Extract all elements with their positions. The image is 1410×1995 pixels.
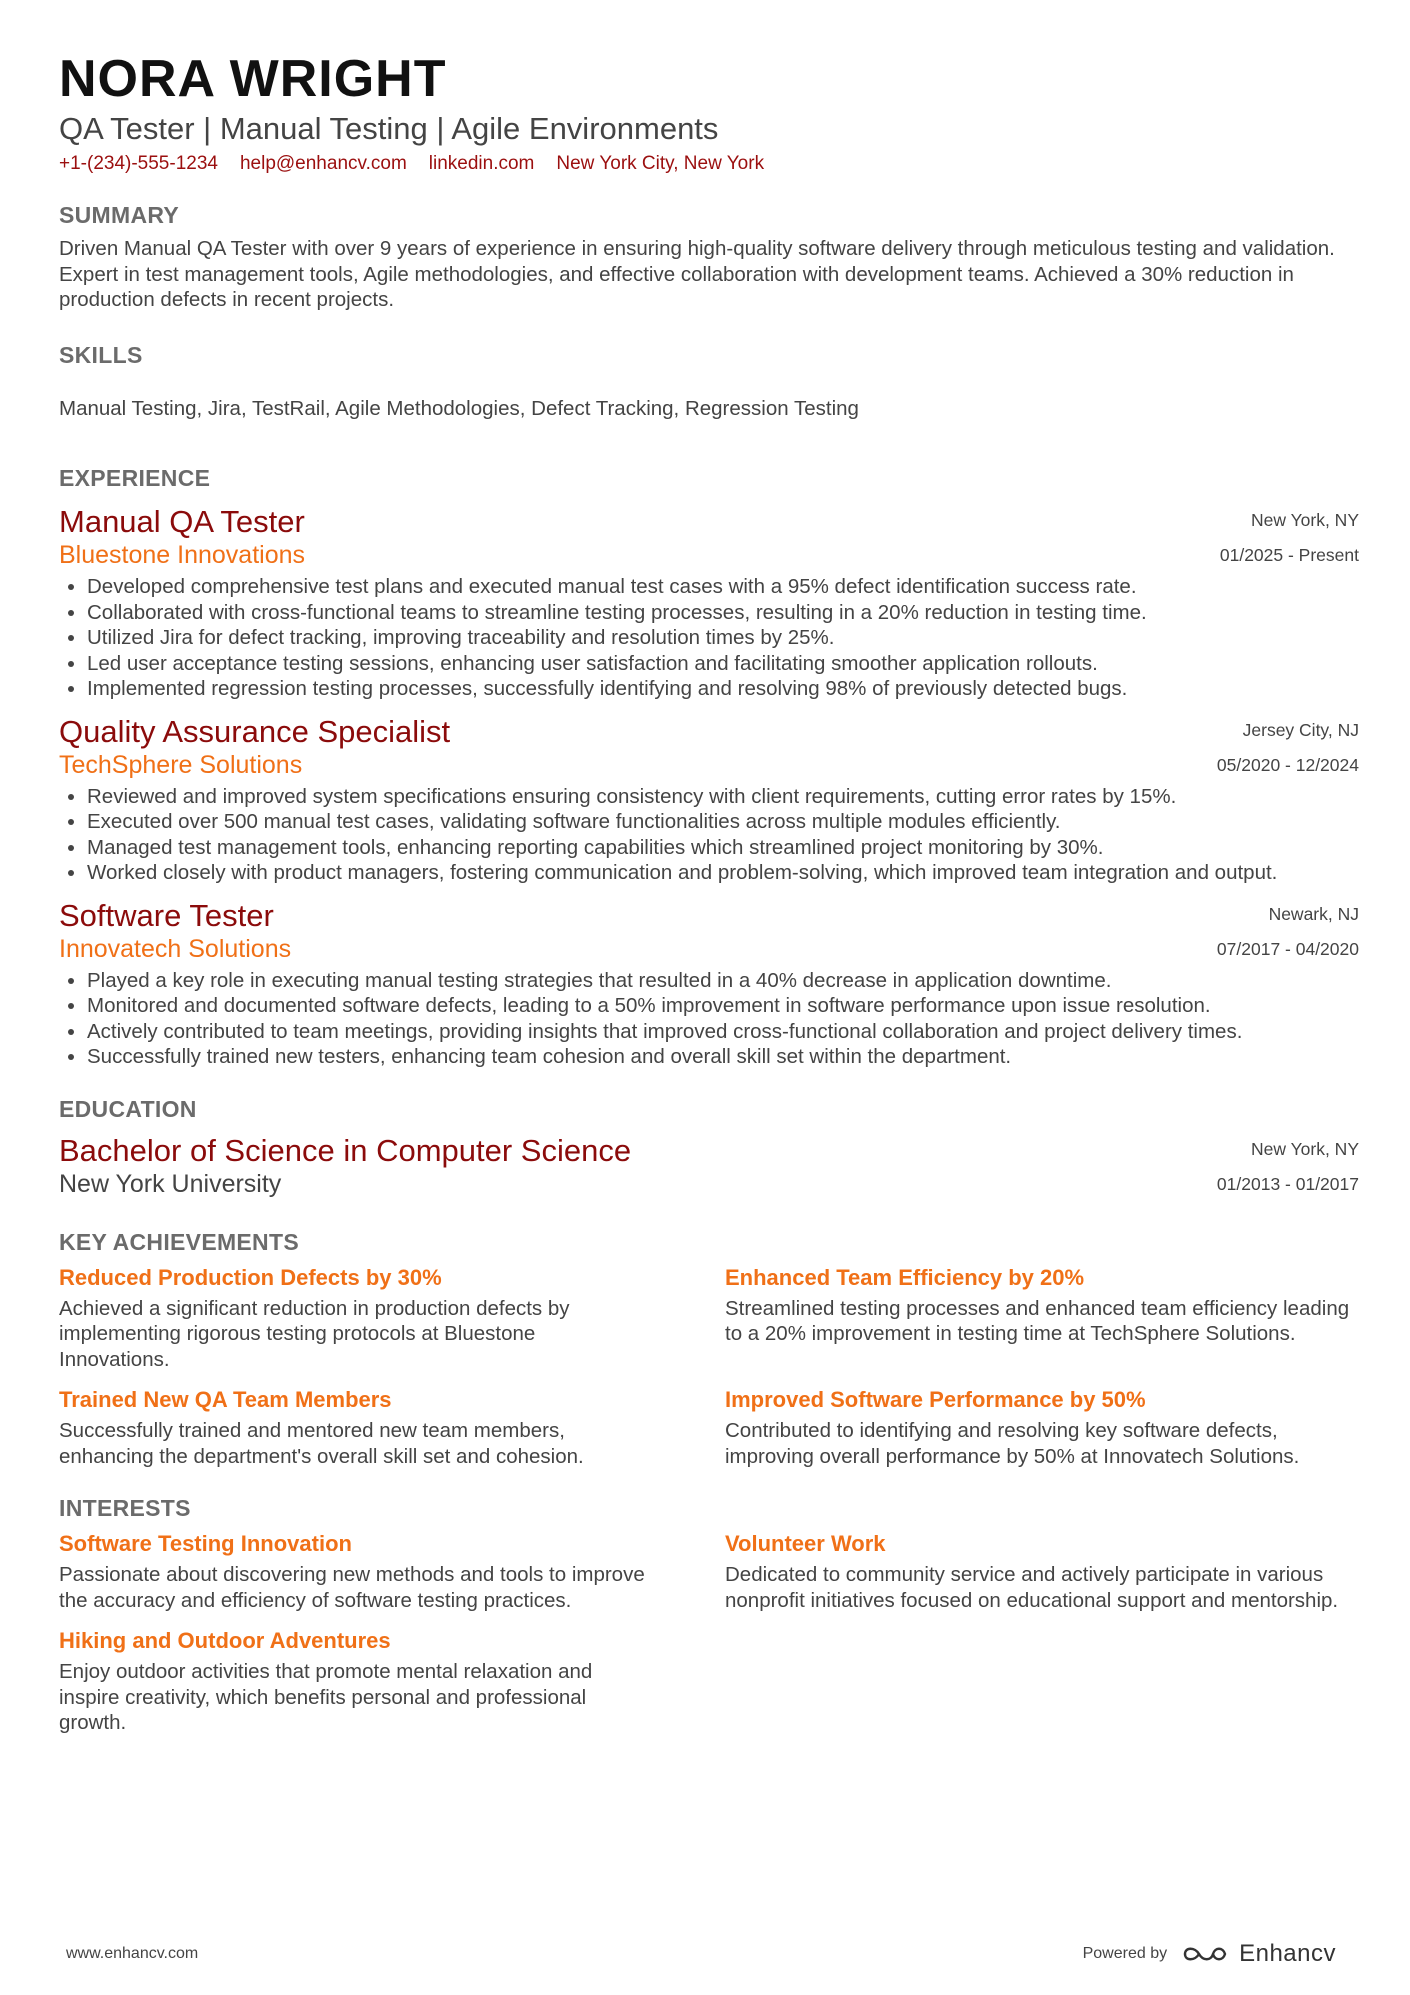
job-location: Newark, NJ (1268, 903, 1359, 924)
interest-desc: Passionate about discovering new methods and tools to improve the accuracy and efficiency of software testing practices. (59, 1563, 645, 1612)
achievement-title: Enhanced Team Efficiency by 20% (725, 1264, 1085, 1290)
achievement-desc: Achieved a significant reduction in production defects by implementing rigorous testing protocols at Bluestone Innovations. (59, 1296, 570, 1371)
achievement-item (59, 1264, 649, 1373)
job-role: Manual QA Tester (59, 504, 305, 539)
education-school: New York University (59, 1169, 282, 1198)
achievement-desc: Streamlined testing processes and enhanced team efficiency leading to a 20% improvement in testing time at TechSphere Solutions. (725, 1296, 1350, 1345)
enhancv-logo-icon (1181, 1942, 1229, 1966)
interest-title: Volunteer Work (725, 1531, 886, 1556)
education-dates: 01/2013 - 01/2017 (1216, 1173, 1359, 1194)
bullet-item: • Successfully trained new testers, enhancing team cohesion and overall skill set within the department. (87, 1044, 1359, 1070)
bullet-item: • Led user acceptance testing sessions, enhancing user satisfaction and facilitating smoother application rollouts. (87, 651, 1359, 677)
achievement-title: Improved Software Performance by 50% (725, 1387, 1146, 1412)
candidate-name: NORA WRIGHT (59, 50, 447, 108)
job-bullets (59, 784, 1359, 886)
achievement-item (59, 1386, 649, 1469)
section-title-experience: EXPERIENCE (59, 465, 211, 491)
summary-text: Driven Manual QA Tester with over 9 years of experience in ensuring high-quality software delivery through meticulous testing and validation. Expert in test management tools, Agile methodologies, and effective collaboration with development teams. Achieved a 30% reduction in production defects in recent projects. (59, 237, 1335, 311)
job-dates: 07/2017 - 04/2020 (1216, 938, 1359, 959)
job-company: Innovatech Solutions (59, 934, 292, 963)
job-bullets (59, 968, 1359, 1070)
bullet-item: • Collaborated with cross-functional teams to streamline testing processes, resulting in a 20% reduction in testing time. (87, 600, 1359, 626)
contact-phone[interactable]: +1-(234)-555-1234 (59, 153, 218, 174)
achievement-title: Trained New QA Team Members (59, 1387, 392, 1412)
interest-title: Software Testing Innovation (59, 1531, 352, 1556)
job-location: Jersey City, NJ (1242, 719, 1359, 740)
interest-item (59, 1530, 649, 1613)
bullet-item: • Implemented regression testing processes, successfully identifying and resolving 98% of previously detected bugs. (87, 676, 1359, 702)
job-company: Bluestone Innovations (59, 541, 306, 569)
interests-section (59, 1495, 1359, 1736)
job-dates: 05/2020 - 12/2024 (1216, 754, 1359, 775)
resume-header (59, 48, 1359, 176)
skills-text: Manual Testing, Jira, TestRail, Agile Methodologies, Defect Tracking, Regression Testing (59, 396, 859, 420)
bullet-item: • Executed over 500 manual test cases, validating software functionalities across multiple modules efficiently. (87, 809, 1359, 835)
job-role: Software Tester (59, 897, 274, 933)
footer-branding (1083, 1940, 1336, 1968)
job-dates: 01/2025 - Present (1219, 545, 1359, 565)
job-entry (59, 714, 1359, 886)
job-entry (59, 504, 1359, 702)
contact-linkedin[interactable]: linkedin.com (428, 153, 535, 174)
section-title-education: EDUCATION (59, 1095, 197, 1122)
bullet-item: • Monitored and documented software defects, leading to a 50% improvement in software performance upon issue resolution. (87, 993, 1359, 1019)
achievement-title: Reduced Production Defects by 30% (59, 1264, 442, 1290)
achievement-item (725, 1264, 1365, 1373)
achievements-section (59, 1229, 1359, 1470)
education-section (59, 1096, 1359, 1199)
achievement-desc: Successfully trained and mentored new team members, enhancing the department's overall skill set and cohesion. (59, 1419, 584, 1468)
interest-item (725, 1530, 1365, 1613)
bullet-item: • Played a key role in executing manual testing strategies that resulted in a 40% decrease in application downtime. (87, 968, 1359, 994)
bullet-item: • Worked closely with product managers, fostering communication and problem-solving, which improved team integration and output. (87, 860, 1359, 886)
bullet-item: • Reviewed and improved system specifications ensuring consistency with client requirements, cutting error rates by 15%. (87, 784, 1359, 810)
interest-title: Hiking and Outdoor Adventures (59, 1628, 391, 1653)
section-title-interests: INTERESTS (59, 1495, 191, 1521)
job-entry (59, 898, 1359, 1070)
bullet-item: • Utilized Jira for defect tracking, improving traceability and resolution times by 25%. (87, 625, 1359, 651)
contact-email[interactable]: help@enhancv.com (239, 153, 407, 174)
job-role: Quality Assurance Specialist (59, 713, 451, 749)
achievement-desc: Contributed to identifying and resolving key software defects, improving overall performance by 50% at Innovatech Solutions. (725, 1419, 1300, 1468)
section-title-achievements: KEY ACHIEVEMENTS (59, 1228, 299, 1255)
enhancv-brand[interactable] (1181, 1940, 1336, 1968)
interest-desc: Dedicated to community service and actively participate in various nonprofit initiatives focused on educational support and mentorship. (725, 1563, 1339, 1612)
bullet-item: • Managed test management tools, enhancing reporting capabilities which streamlined project monitoring by 30%. (87, 835, 1359, 861)
education-degree: Bachelor of Science in Computer Science (59, 1132, 632, 1168)
section-title-summary: SUMMARY (59, 202, 180, 228)
summary-section (59, 202, 1359, 313)
achievement-item (725, 1386, 1365, 1469)
skills-section (59, 342, 1359, 422)
brand-name: Enhancv (1239, 1940, 1336, 1967)
headline: QA Tester | Manual Testing | Agile Environments (59, 111, 719, 146)
experience-section (59, 465, 1359, 1070)
page-footer (66, 1940, 1336, 1968)
bullet-item: • Developed comprehensive test plans and executed manual test cases with a 95% defect identification success rate. (87, 574, 1359, 600)
job-location: New York, NY (1251, 510, 1359, 530)
section-title-skills: SKILLS (59, 341, 143, 368)
interest-desc: Enjoy outdoor activities that promote mental relaxation and inspire creativity, which benefits personal and professional growth. (59, 1660, 593, 1734)
job-bullets (59, 574, 1359, 702)
education-location: New York, NY (1251, 1138, 1359, 1159)
footer-website[interactable]: www.enhancv.com (66, 1945, 199, 1962)
resume-page (59, 48, 1359, 1736)
contact-location: New York City, New York (556, 153, 765, 174)
bullet-item: • Actively contributed to team meetings, providing insights that improved cross-functional collaboration and project delivery times. (87, 1019, 1359, 1045)
job-company: TechSphere Solutions (59, 750, 303, 779)
interest-item (59, 1627, 649, 1736)
powered-by-label: Powered by (1082, 1945, 1168, 1962)
contact-bar (59, 152, 1359, 176)
